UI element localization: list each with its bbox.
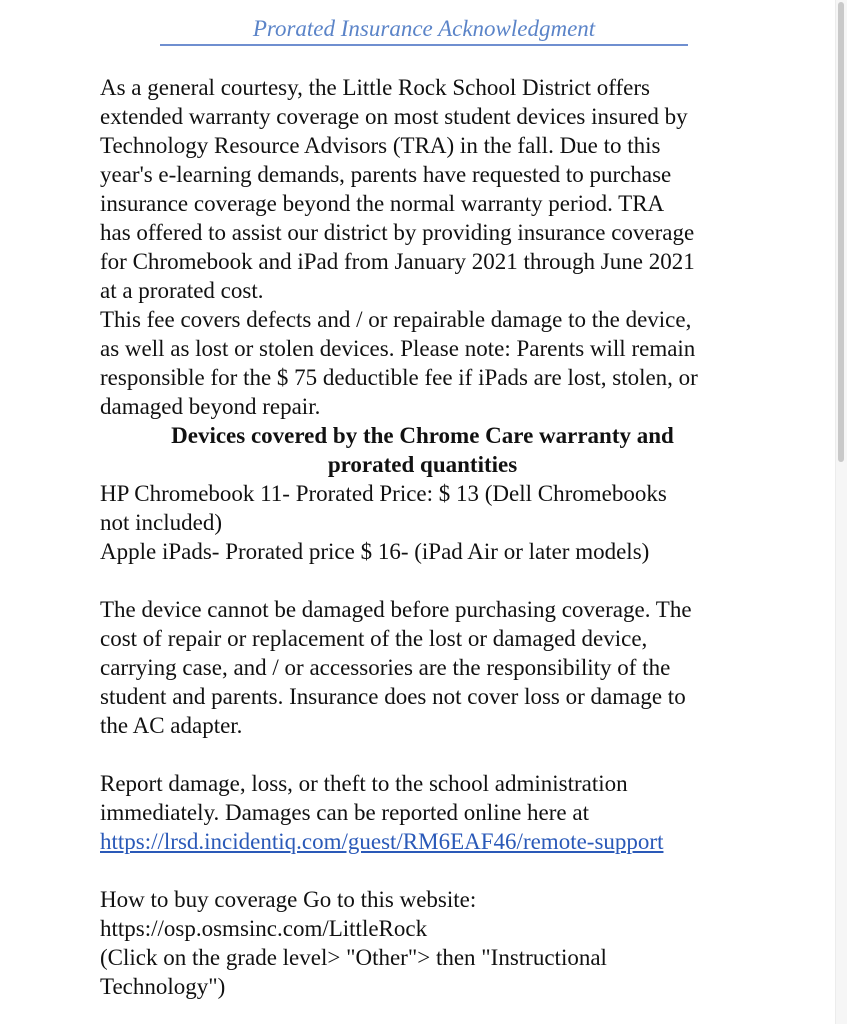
spacer bbox=[100, 856, 760, 885]
damage-line: student and parents. Insurance does not cover loss or damage to bbox=[100, 684, 686, 709]
document-body bbox=[100, 73, 760, 1001]
report-damage-link[interactable]: https://lrsd.incidentiq.com/guest/RM6EAF46/remote-support bbox=[100, 829, 664, 854]
device-line: Apple iPads- Prorated price $ 16- (iPad Air or later models) bbox=[100, 539, 650, 564]
damage-line: cost of repair or replacement of the lost or damaged device, bbox=[100, 626, 648, 651]
title-underline bbox=[160, 14, 688, 46]
fee-line: as well as lost or stolen devices. Please note: Parents will remain bbox=[100, 336, 696, 361]
buy-line: How to buy coverage Go to this website: bbox=[100, 887, 477, 912]
scrollbar-thumb[interactable] bbox=[838, 2, 844, 462]
fee-line: This fee covers defects and / or repairable damage to the device, bbox=[100, 307, 692, 332]
intro-line: extended warranty coverage on most student devices insured by bbox=[100, 104, 688, 129]
buy-line: https://osp.osmsinc.com/LittleRock bbox=[100, 916, 428, 941]
fee-line: damaged beyond repair. bbox=[100, 394, 321, 419]
intro-line: Technology Resource Advisors (TRA) in the fall. Due to this bbox=[100, 133, 661, 158]
damage-line: carrying case, and / or accessories are the responsibility of the bbox=[100, 655, 671, 680]
spacer bbox=[100, 566, 760, 595]
vertical-scrollbar[interactable] bbox=[835, 0, 847, 1024]
device-line: HP Chromebook 11- Prorated Price: $ 13 (Dell Chromebooks bbox=[100, 481, 667, 506]
document-title: Prorated Insurance Acknowledgment bbox=[252, 16, 596, 41]
intro-line: for Chromebook and iPad from January 2021 through June 2021 bbox=[100, 249, 695, 274]
intro-line: insurance coverage beyond the normal warranty period. TRA bbox=[100, 191, 665, 216]
intro-line: has offered to assist our district by providing insurance coverage bbox=[100, 220, 695, 245]
report-line: immediately. Damages can be reported online here at bbox=[100, 800, 589, 825]
devices-heading: prorated quantities bbox=[327, 452, 518, 477]
damage-line: the AC adapter. bbox=[100, 713, 243, 738]
intro-line: at a prorated cost. bbox=[100, 278, 264, 303]
intro-line: As a general courtesy, the Little Rock School District offers bbox=[100, 75, 650, 100]
spacer bbox=[100, 740, 760, 769]
buy-line: Technology") bbox=[100, 974, 226, 999]
intro-line: year's e-learning demands, parents have requested to purchase bbox=[100, 162, 672, 187]
device-line: not included) bbox=[100, 510, 222, 535]
devices-heading: Devices covered by the Chrome Care warranty and bbox=[171, 423, 674, 448]
buy-line: (Click on the grade level> "Other"> then "Instructional bbox=[100, 945, 607, 970]
damage-line: The device cannot be damaged before purchasing coverage. The bbox=[100, 597, 692, 622]
report-line: Report damage, loss, or theft to the school administration bbox=[100, 771, 628, 796]
fee-line: responsible for the $ 75 deductible fee if iPads are lost, stolen, or bbox=[100, 365, 698, 390]
